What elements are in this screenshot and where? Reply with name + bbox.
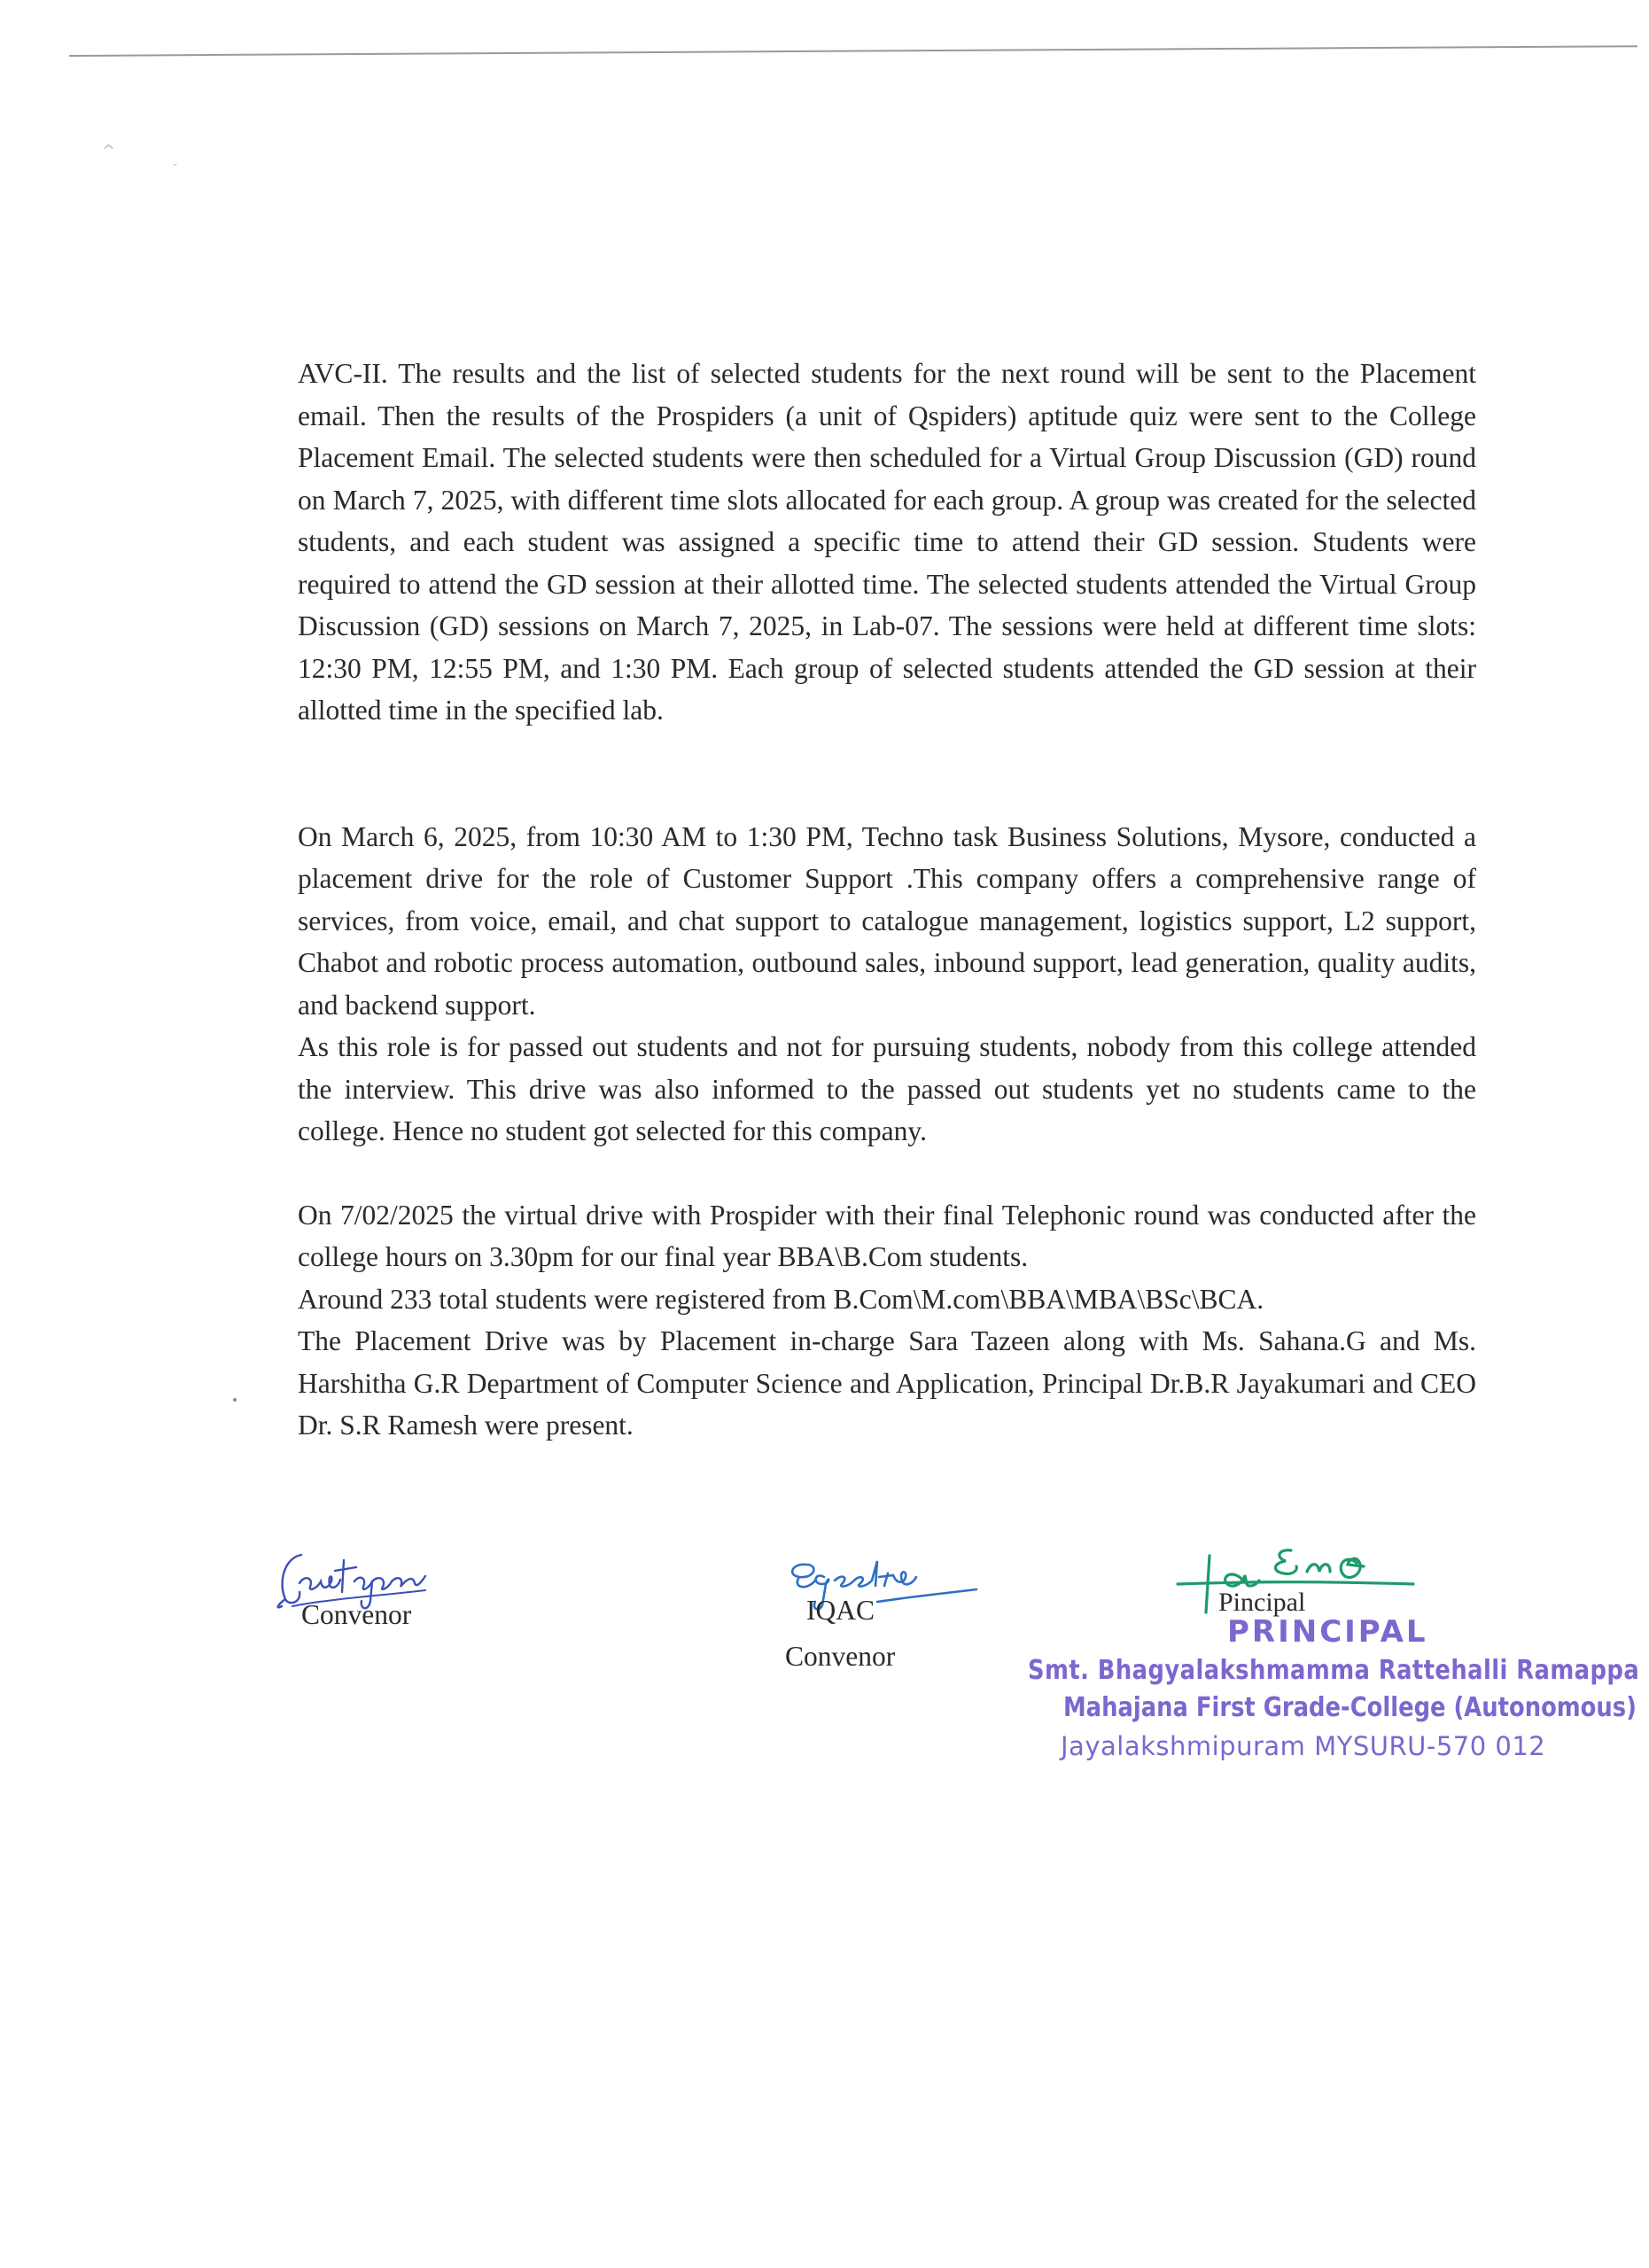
convenor-label: Convenor (301, 1599, 412, 1630)
stamp-address: Jayalakshmipuram MYSURU-570 012 (1061, 1731, 1546, 1761)
paragraph-gd-round: AVC-II. The results and the list of selected students for the next round will be sent to the Placement email. Then the results of the Prospiders (a unit of Qspiders) aptitude quiz were sent to the College Placement Email. The selected students were then scheduled for a Virtual Group Discussion (GD) round on March 7, 2025, with different time slots allocated for each group. A group was created for the selected students, and each student was assigned a specific time to attend their GD session. Students were required to attend the GD session at their allotted time. The selected students attended the Virtual Group Discussion (GD) sessions on March 7, 2025, in Lab-07. The sessions were held at different time slots: 12:30 PM, 12:55 PM, and 1:30 PM. Each group of selected students attended the GD session at their allotted time in the specified lab. (298, 358, 1476, 726)
stamp-institution-line1: Smt. Bhagyalakshmamma Rattehalli Ramappa (1028, 1655, 1640, 1686)
iqac-label: IQAC (806, 1595, 875, 1626)
signature-principal (1019, 1550, 1640, 1790)
principal-signature-mark (1174, 1545, 1440, 1616)
scan-artifact: - (173, 158, 178, 172)
paragraph-spacer (298, 1153, 1476, 1194)
iqac-convenor-label: Convenor (785, 1641, 896, 1672)
paragraph-registration-count: Around 233 total students were registered from B.Com\M.com\BBA\MBA\BSc\BCA. (298, 1283, 1264, 1315)
stamp-principal-title: PRINCIPAL (1227, 1614, 1428, 1650)
paragraph-techno-task-drive: On March 6, 2025, from 10:30 AM to 1:30 PM, Techno task Business Solutions, Mysore, conducted a placement drive for the role of Customer Support .This company offers a comprehensive range of services, from voice, email, and chat support to catalogue management, logistics support, L2 support, Chabot and robotic process automation, outbound sales, inbound support, lead generation, quality audits, and backend support. (298, 820, 1476, 1021)
scan-artifact (233, 1398, 237, 1402)
paragraph-techno-task-outcome: As this role is for passed out students and not for pursuing students, nobody from this college attended the interview. This drive was also informed to the passed out students yet no students came to the college. Hence no student got selected for this company. (298, 1031, 1476, 1146)
document-body (298, 353, 1476, 1447)
signature-iqac-convenor (771, 1559, 1001, 1692)
paragraph-attendees: The Placement Drive was by Placement in-charge Sara Tazeen along with Ms. Sahana.G and Ms. Harshitha G.R Department of Computer Science and Application, Principal Dr.B.R Jayakumari and CEO Dr. S.R Ramesh were present. (298, 1325, 1476, 1441)
header-rule (69, 45, 1637, 57)
stamp-institution-line2: Mahajana First Grade-College (Autonomous) (1063, 1692, 1637, 1723)
paragraph-spacer (298, 732, 1476, 816)
scan-artifact: ^ (102, 142, 116, 160)
signature-convenor (276, 1555, 507, 1661)
principal-label: Pincipal (1218, 1588, 1306, 1617)
paragraph-prospider-telephonic: On 7/02/2025 the virtual drive with Prospider with their final Telephonic round was conducted after the college hours on 3.30pm for our final year BBA\B.Com students. (298, 1199, 1476, 1272)
